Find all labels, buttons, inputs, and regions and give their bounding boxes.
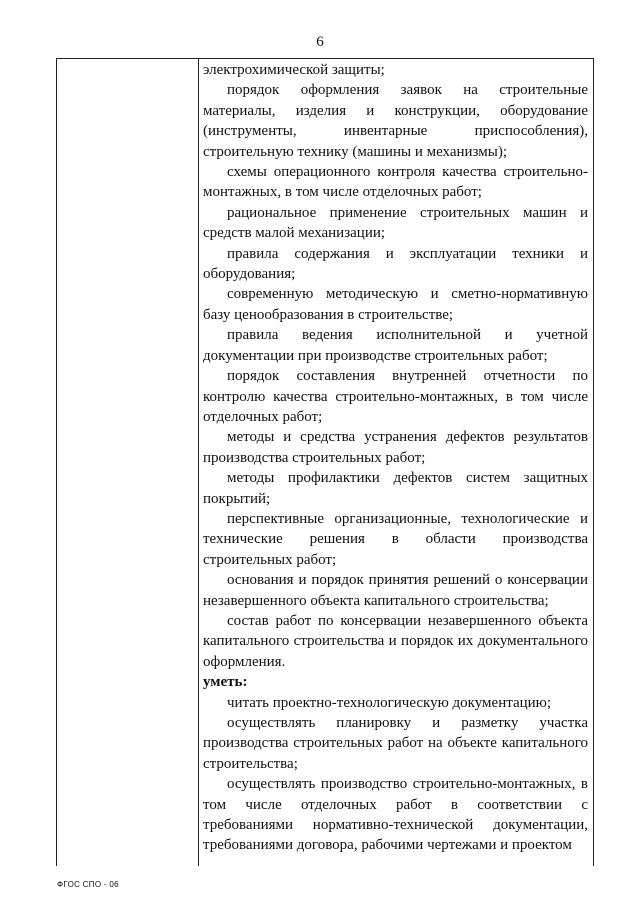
knowledge-item: порядок составления внутренней отчетности по контролю качества строительно-монтажных, в том числе отделочных работ; [203, 368, 588, 425]
page-number: 6 [316, 34, 324, 50]
knowledge-item: основания и порядок принятия решений о консервации незавершенного объекта капитального строительства; [203, 572, 588, 609]
knowledge-item: правила ведения исполнительной и учетной документации при производстве строительных работ; [203, 327, 588, 364]
knowledge-item: схемы операционного контроля качества строительно-монтажных, в том числе отделочных работ; [203, 164, 588, 201]
skill-item: осуществлять производство строительно-монтажных, в том числе отделочных работ в соответствии с требованиями нормативно-технической документации, требованиями договора, рабочими чертежами и проектом [203, 776, 588, 854]
knowledge-item: перспективные организационные, технологические и технические решения в области производства строительных работ; [203, 510, 588, 568]
footer-document-code: ФГОС СПО - 06 [57, 880, 119, 889]
column-divider [198, 58, 199, 866]
skills-heading: уметь: [203, 674, 248, 691]
skill-item: читать проектно-технологическую документацию; [227, 694, 552, 711]
knowledge-item: правила содержания и эксплуатации техники и оборудования; [203, 245, 588, 283]
knowledge-item: рациональное применение строительных машин и средств малой механизации; [203, 204, 588, 242]
skill-item: осуществлять планировку и разметку участка производства строительных работ на объекте капитального строительства; [203, 715, 588, 772]
knowledge-item: современную методическую и сметно-нормативную базу ценообразования в строительстве; [203, 286, 588, 323]
continued-line: электрохимической защиты; [203, 62, 385, 78]
knowledge-item: методы и средства устранения дефектов результатов производства строительных работ; [203, 429, 588, 466]
knowledge-item: методы профилактики дефектов систем защитных покрытий; [203, 470, 588, 507]
table-right-cell [203, 60, 588, 856]
knowledge-item: порядок оформления заявок на строительные материалы, изделия и конструкции, оборудование (инструменты, инвентарные приспособления), строительную технику (машины и механизмы); [203, 82, 588, 160]
knowledge-item: состав работ по консервации незавершенного объекта капитального строительства и порядок их документального оформления. [203, 612, 588, 670]
